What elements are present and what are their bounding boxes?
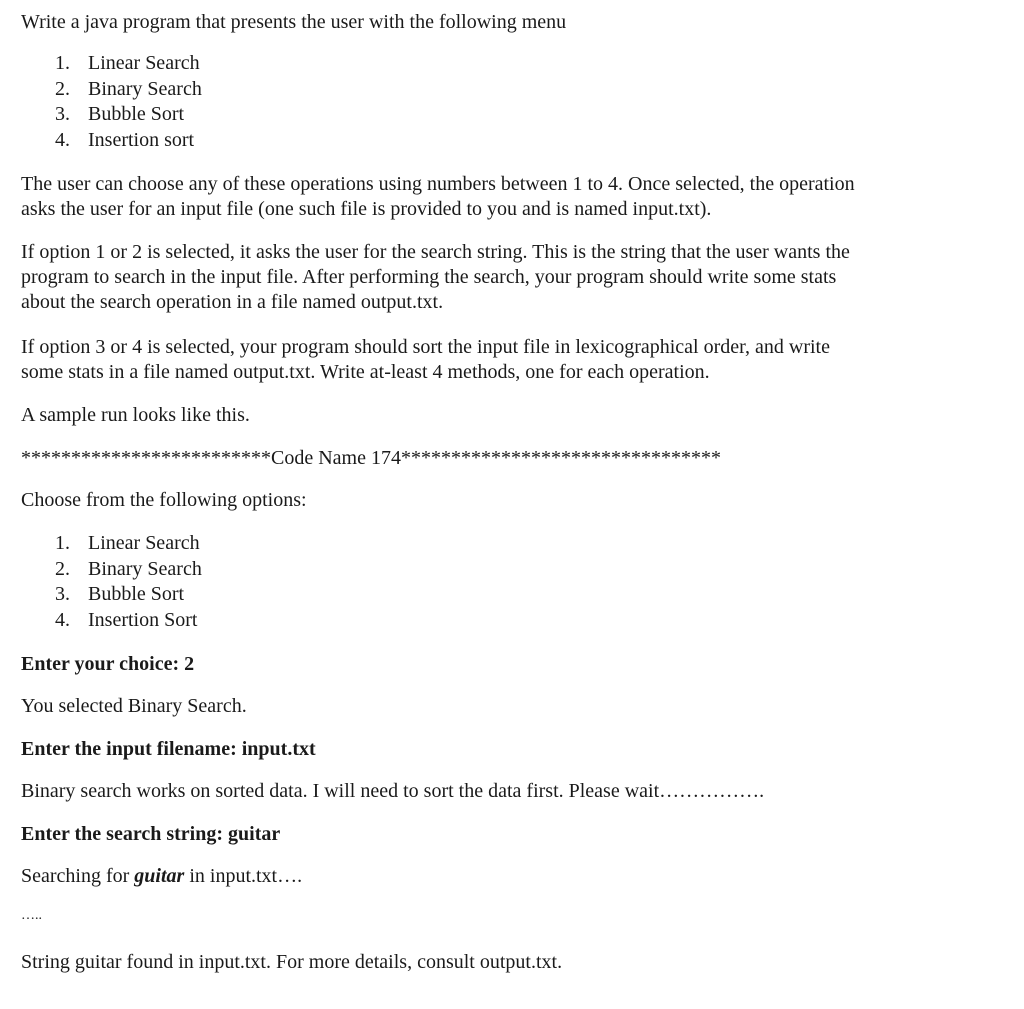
sample-intro: A sample run looks like this. [21,404,250,426]
list-item: 1. Linear Search [55,532,200,554]
search-prompt: Enter the search string: guitar [21,823,281,845]
selected-message: You selected Binary Search. [21,695,247,717]
list-item: 1. Linear Search [55,52,200,74]
progress-dots: ….. [21,908,42,923]
menu-list [21,51,421,154]
list-item: 2. Binary Search [55,77,202,100]
paragraph-operations: The user can choose any of these operations using numbers between 1 to 4. Once selected, the operation asks the user for an input file (one such file is provided to you and is named input.txt). [21,173,855,220]
paragraph-search-options: If option 1 or 2 is selected, it asks the user for the search string. This is the string that the user wants the program to search in the input file. After performing the search, your program should write some stats about the search operation in a file named output.txt. [21,241,850,313]
intro-text: Write a java program that presents the user with the following menu [21,11,567,33]
filename-prompt: Enter the input filename: input.txt [21,738,316,760]
sample-options-list [21,531,421,634]
choice-prompt: Enter your choice: 2 [21,653,195,675]
list-item: 2. Binary Search [55,557,202,580]
paragraph-sort-options: If option 3 or 4 is selected, your program should sort the input file in lexicographical order, and write some stats in a file named output.txt. Write at-least 4 methods, one for each operation. [21,336,830,383]
banner: *************************Code Name 174******************************** [21,447,721,469]
searching-message: Searching for guitar in input.txt…. [21,865,303,887]
sort-notice: Binary search works on sorted data. I will need to sort the data first. Please wait……………. [21,780,765,802]
list-item: 4. Insertion sort [55,129,195,152]
choose-options-text: Choose from the following options: [21,489,307,511]
list-item: 4. Insertion Sort [55,609,198,632]
result-message: String guitar found in input.txt. For more details, consult output.txt. [21,951,563,973]
list-item: 3. Bubble Sort [55,103,185,126]
list-item: 3. Bubble Sort [55,583,185,606]
